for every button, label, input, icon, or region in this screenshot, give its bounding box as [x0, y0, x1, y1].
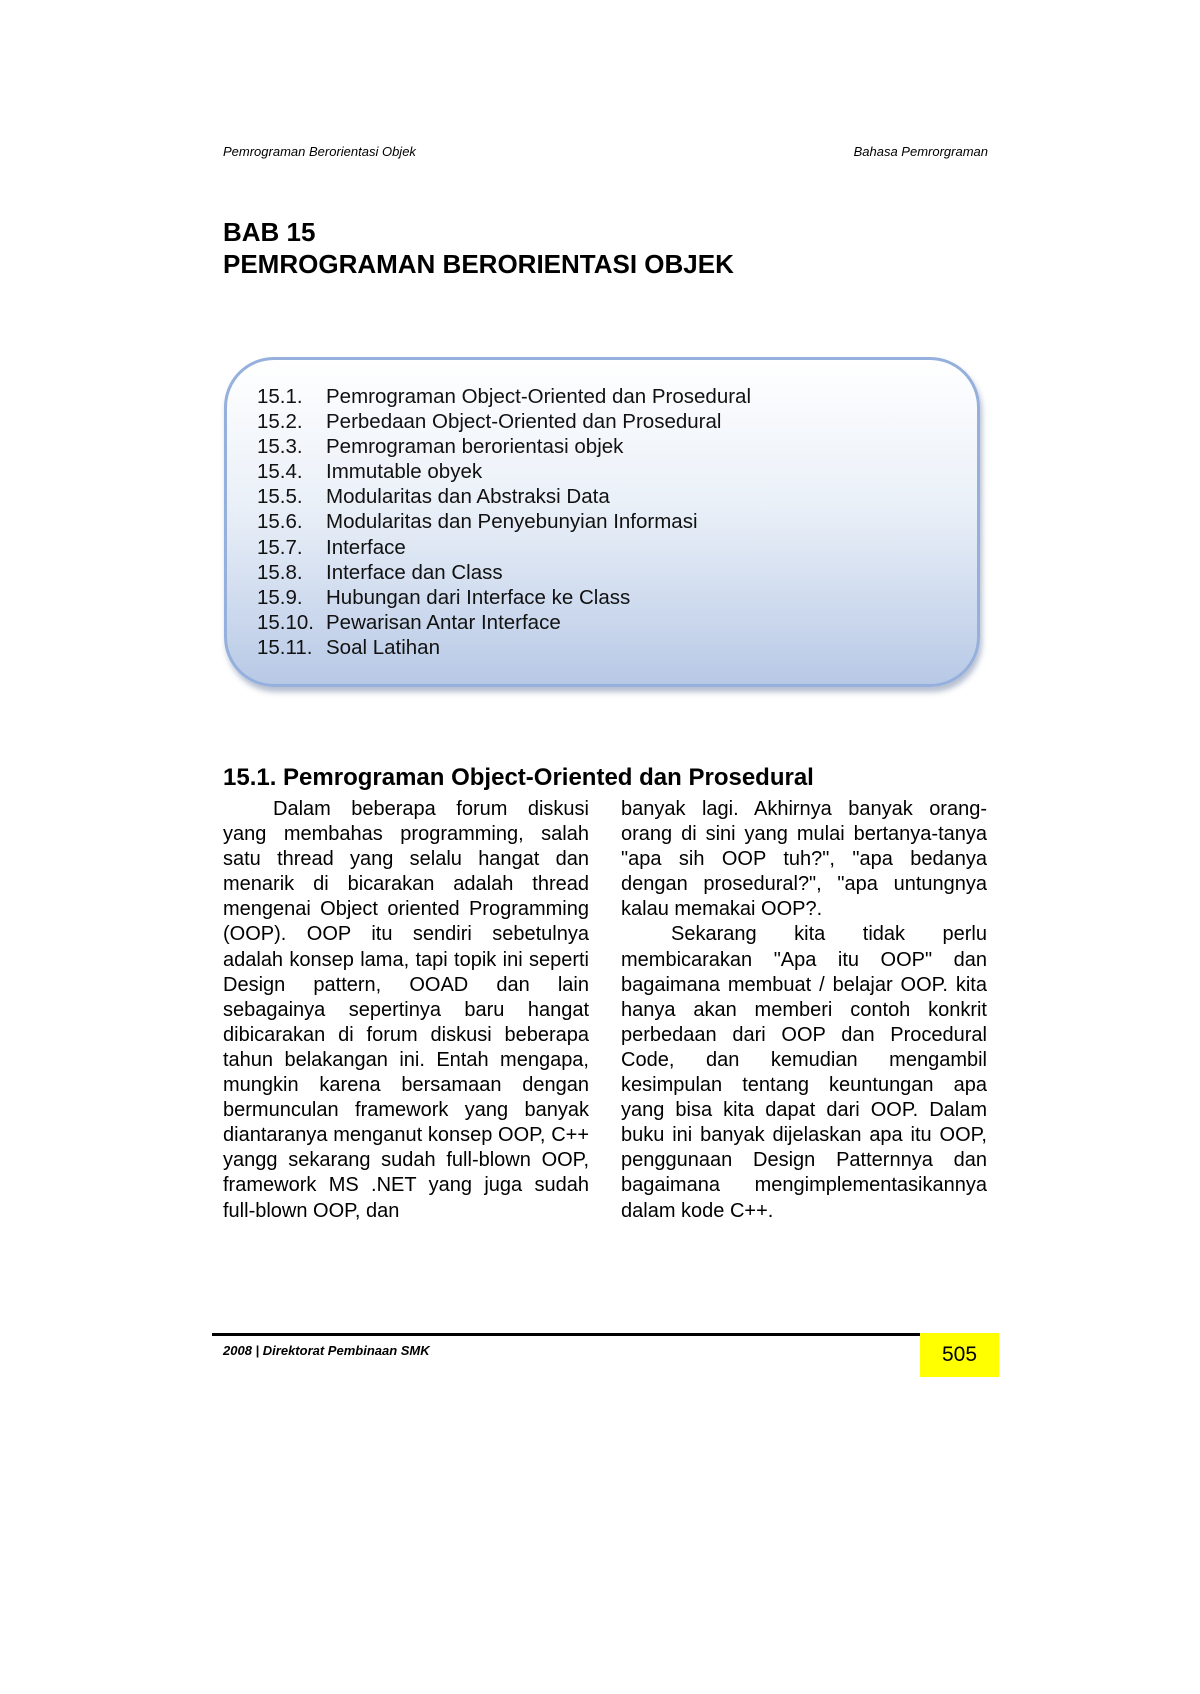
toc-item-number: 15.8.	[257, 560, 303, 584]
toc-item	[257, 509, 751, 534]
body-column-right	[621, 797, 987, 1224]
header-left-text: Pemrograman Berorientasi Objek	[223, 144, 416, 159]
footer-text: 2008 | Direktorat Pembinaan SMK	[223, 1343, 430, 1358]
toc-item	[257, 635, 751, 660]
body-column-left	[223, 797, 589, 1224]
toc-item-title: Modularitas dan Penyebunyian Informasi	[326, 510, 698, 534]
toc-item-number: 15.9.	[257, 585, 303, 609]
footer-rule	[212, 1333, 920, 1336]
toc-item-title: Perbedaan Object-Oriented dan Prosedural	[326, 410, 722, 434]
body-paragraph: Dalam beberapa forum diskusi yang membahas programming, salah satu thread yang selalu hangat dan menarik di bicarakan adalah thread mengenai Object oriented Programming (OOP). OOP itu sendiri sebetulnya adalah konsep lama, tapi topik ini seperti Design pattern, OOAD dan lain sebagainya sepertinya baru hangat dibicarakan di forum diskusi beberapa tahun belakangan ini. Entah mengapa, mungkin karena bersamaan dengan bermunculan framework yang banyak diantaranya menganut konsep OOP, C++ yangg sekarang sudah full-blown OOP, framework MS .NET yang juga sudah full-blown OOP, dan	[223, 798, 589, 1222]
toc-item	[257, 384, 751, 409]
toc-item	[257, 560, 751, 585]
toc-item-number: 15.11.	[257, 635, 313, 659]
section-title: 15.1. Pemrograman Object-Oriented dan Prosedural	[223, 764, 814, 791]
toc-item	[257, 459, 751, 484]
toc-item	[257, 434, 751, 459]
header-right-text: Bahasa Pemrorgraman	[853, 144, 988, 159]
toc-item	[257, 585, 751, 610]
toc-item-title: Hubungan dari Interface ke Class	[326, 585, 631, 609]
body-paragraph: Sekarang kita tidak perlu membicarakan "Apa itu OOP" dan bagaimana membuat / belajar OOP. kita hanya akan memberi contoh konkrit perbedaan dari OOP dan Procedural Code, dan kemudian mengambil kesimpulan tentang keuntungan apa yang bisa kita dapat dari OOP. Dalam buku ini banyak dijelaskan apa itu OOP, penggunaan Design Patternnya dan bagaimana mengimplementasikannya dalam kode C++.	[621, 923, 987, 1222]
toc-list	[257, 384, 751, 660]
page-number-badge	[920, 1333, 999, 1377]
body-paragraph: banyak lagi. Akhirnya banyak orang-orang di sini yang mulai bertanya-tanya "apa sih OOP tuh?", "apa bedanya dengan prosedural?", "apa untungnya kalau memakai OOP?.	[621, 798, 987, 921]
toc-item-number: 15.2.	[257, 410, 303, 434]
toc-item-title: Pemrograman berorientasi objek	[326, 435, 624, 459]
chapter-title: PEMROGRAMAN BERORIENTASI OBJEK	[223, 249, 734, 279]
toc-item-title: Interface dan Class	[326, 560, 503, 584]
toc-item	[257, 610, 751, 635]
toc-item-number: 15.7.	[257, 535, 303, 559]
toc-item	[257, 484, 751, 509]
page-number: 505	[941, 1343, 978, 1366]
toc-item-number: 15.5.	[257, 485, 303, 509]
toc-item-title: Pemrograman Object-Oriented dan Prosedural	[326, 385, 752, 408]
toc-item	[257, 409, 751, 434]
chapter-number: BAB 15	[223, 217, 316, 247]
toc-item-number: 15.4.	[257, 460, 303, 484]
toc-item-title: Interface	[326, 535, 406, 559]
chapter-heading	[223, 216, 734, 280]
running-header	[223, 144, 988, 159]
toc-item-title: Pewarisan Antar Interface	[326, 610, 561, 634]
table-of-contents-box	[224, 357, 980, 687]
toc-item-title: Modularitas dan Abstraksi Data	[326, 485, 610, 509]
toc-item-number: 15.3.	[257, 435, 303, 459]
toc-item	[257, 535, 751, 560]
toc-item-title: Soal Latihan	[326, 635, 440, 659]
toc-item-title: Immutable obyek	[326, 460, 483, 484]
toc-item-number: 15.1.	[257, 385, 303, 408]
toc-item-number: 15.10.	[257, 610, 314, 634]
toc-item-number: 15.6.	[257, 510, 303, 534]
